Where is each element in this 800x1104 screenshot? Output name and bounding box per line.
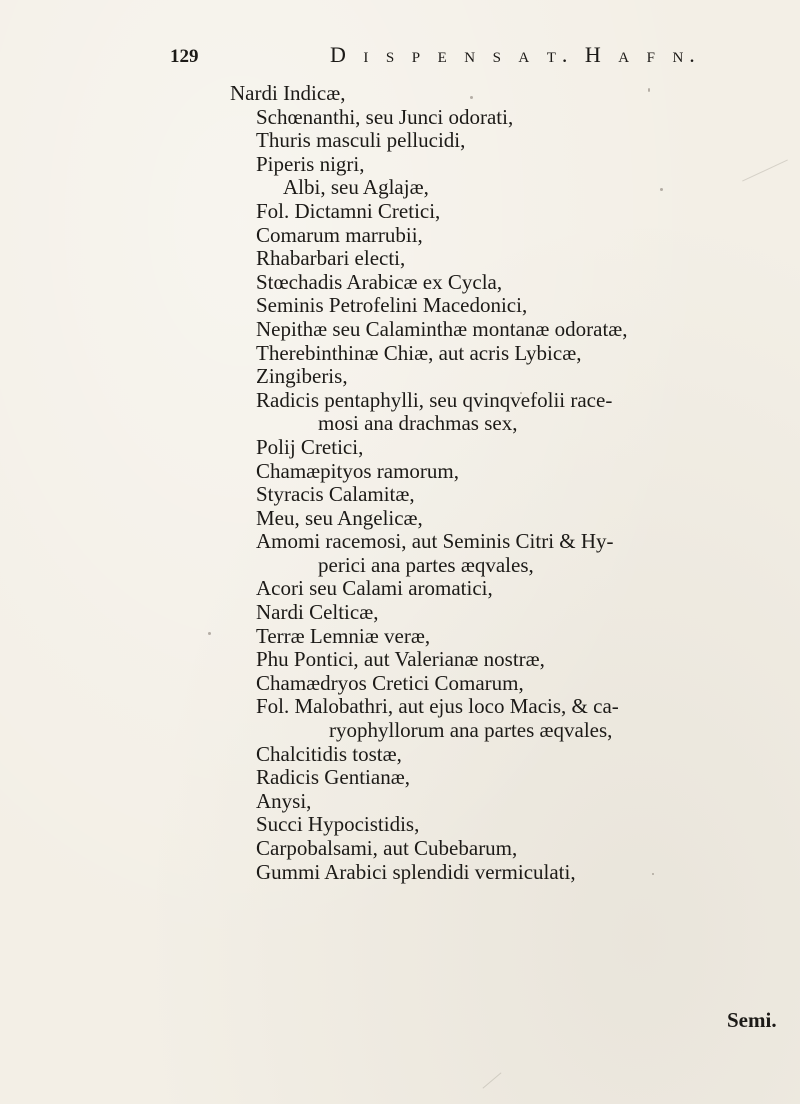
page-number: 129: [170, 46, 199, 67]
ingredient-line: Succi Hypocistidis,: [256, 812, 420, 837]
ingredient-line: Nardi Indicæ,: [230, 81, 346, 105]
ingredient-line: Therebinthinæ Chiæ, aut acris Lybicæ,: [256, 340, 582, 365]
ingredient-line: Fol. Dictamni Cretici,: [256, 198, 441, 223]
paper-speck: [648, 88, 650, 92]
paper-speck: [208, 632, 211, 635]
ingredient-line: Albi, seu Aglajæ,: [283, 175, 429, 200]
ingredient-line: ryophyllorum ana partes æqvales,: [329, 718, 613, 743]
ingredient-line: Piperis nigri,: [256, 151, 365, 176]
ingredient-line: perici ana partes æqvales,: [318, 552, 534, 577]
ingredient-line: Zingiberis,: [256, 364, 348, 389]
ingredient-line: Meu, seu Angelicæ,: [256, 505, 423, 530]
ingredient-line: Fol. Malobathri, aut ejus loco Macis, & ca-: [256, 694, 619, 719]
recipe-ingredient-list: [0, 82, 800, 884]
ingredient-line: Nardi Celticæ,: [256, 600, 379, 625]
ingredient-line: Rhabarbari electi,: [256, 246, 406, 271]
ingredient-line: Gummi Arabici splendidi vermiculati,: [256, 859, 576, 884]
ingredient-line: Acori seu Calami aromatici,: [256, 576, 493, 601]
ingredient-line: Carpobalsami, aut Cubebarum,: [256, 836, 518, 860]
ingredient-line: Radicis pentaphylli, seu qvinqvefolii race-: [256, 387, 613, 412]
catchword: Semi.: [727, 1008, 777, 1032]
ingredient-line: Stœchadis Arabicæ ex Cycla,: [256, 269, 503, 294]
ingredient-line: Thuris masculi pellucidi,: [256, 128, 466, 153]
ingredient-line: Schœnanthi, seu Junci odorati,: [256, 104, 514, 129]
ingredient-line: Comarum marrubii,: [256, 222, 423, 247]
ingredient-line: Polij Cretici,: [256, 434, 364, 459]
ingredient-line: Phu Pontici, aut Valerianæ nostræ,: [256, 647, 545, 672]
ingredient-line: Nepithæ seu Calaminthæ montanæ odoratæ,: [256, 316, 628, 341]
paper-speck: [660, 188, 663, 191]
ingredient-line: Chamædryos Cretici Comarum,: [256, 670, 524, 695]
page-header: [0, 40, 800, 80]
show-through-mark: [482, 1072, 501, 1088]
ingredient-line: Anysi,: [256, 788, 312, 813]
ingredient-line: mosi ana drachmas sex,: [318, 411, 518, 436]
paper-speck: [520, 392, 522, 394]
paper-speck: [470, 96, 473, 99]
paper-speck: [652, 873, 654, 875]
ingredient-line: Amomi racemosi, aut Seminis Citri & Hy-: [256, 529, 614, 554]
ingredient-line: Radicis Gentianæ,: [256, 765, 410, 790]
ingredient-line: Chalcitidis tostæ,: [256, 741, 402, 766]
ingredient-line: Styracis Calamitæ,: [256, 482, 415, 507]
ingredient-line: Chamæpityos ramorum,: [256, 458, 459, 483]
ingredient-line: Terræ Lemniæ veræ,: [256, 623, 431, 648]
running-head: D i s p e n s a t. H a f n.: [330, 42, 701, 67]
ingredient-line: Seminis Petrofelini Macedonici,: [256, 293, 528, 318]
